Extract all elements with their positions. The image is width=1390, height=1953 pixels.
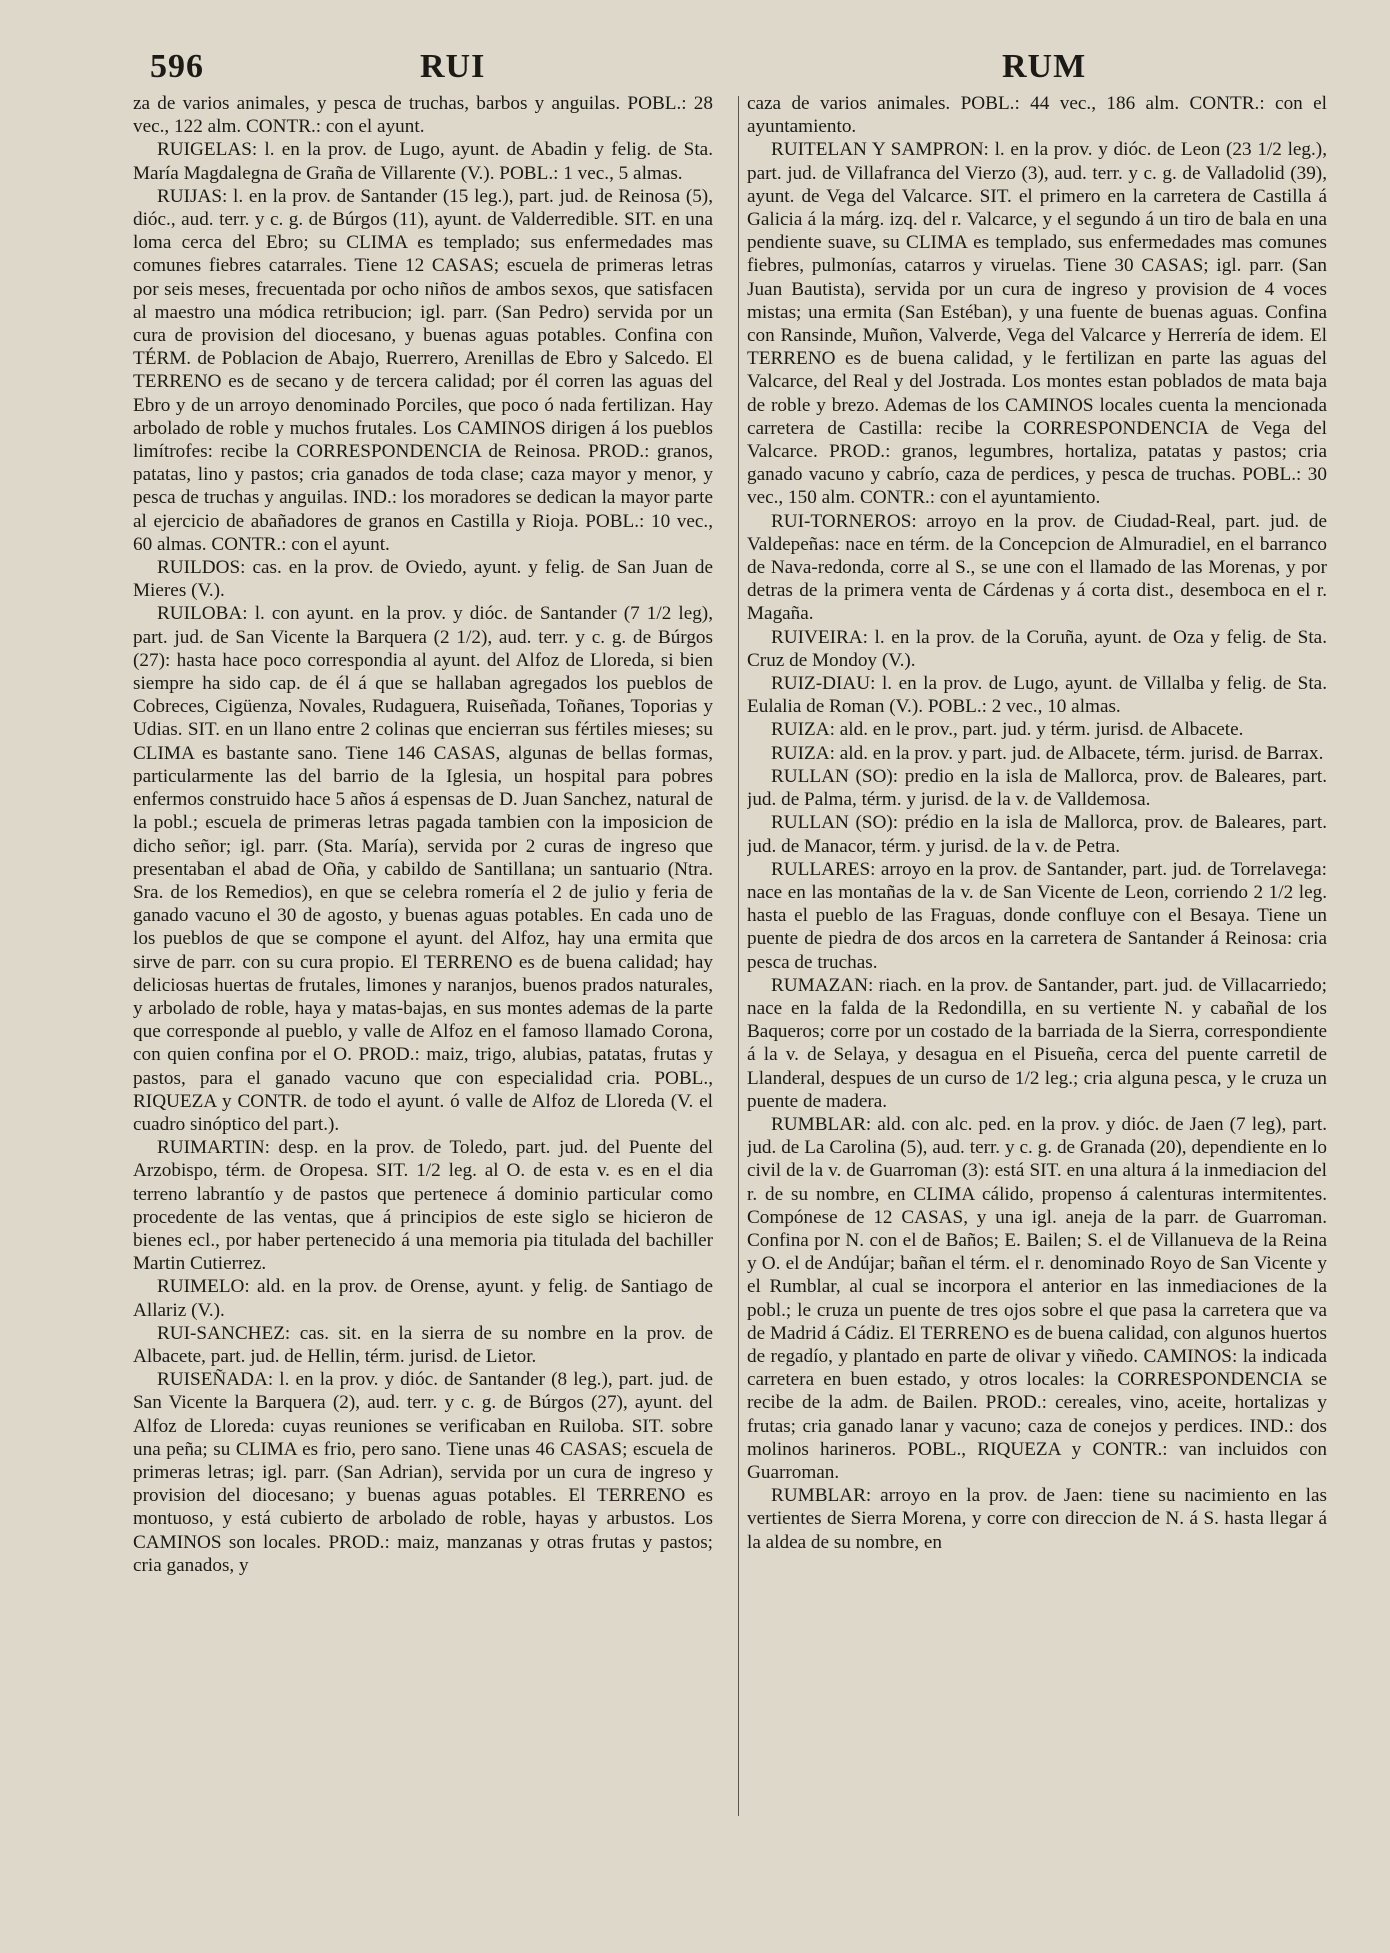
entry-ruimelo: RUIMELO: ald. en la prov. de Orense, ayunt. y felig. de Santiago de Allariz (V.). — [133, 1276, 713, 1321]
entry-rullares: RULLARES: arroyo en la prov. de Santander, part. jud. de Torrelavega: nace en las montañas de la v. de San Vicente de Leon, corriendo 2 1/2 leg. hasta el pueblo de las Fraguas, donde confluye con el Besaya. Tiene un puente de piedra de dos arcos en la carretera de Santander á Reinosa: cria pesca de truchas. — [747, 858, 1327, 973]
entry-ruiza-2: RUIZA: ald. en la prov. y part. jud. de Albacete, térm. jurisd. de Barrax. — [771, 742, 1324, 764]
entry-ruitelan-y-sampron: RUITELAN Y SAMPRON: l. en la prov. y dióc. de Leon (23 1/2 leg.), part. jud. de Villafranca del Vierzo (3), aud. terr. y c. g. de Valladolid (39), ayunt. de Vega del Valcarce. SIT. el primero en la carretera de Castilla á Galicia á la márg. izq. del r. Valcarce, y el segundo á un tiro de bala en una pendiente suave, su CLIMA es templado, sus enfermedades mas comunes fiebres, pulmonías, catarros y viruelas. Tiene 30 CASAS; igl. parr. (San Juan Bautista), servida por un cura de ingreso y provision de 4 voces mistas; una ermita (San Estéban), y una fuente de buenas aguas. Confina con Ransinde, Muñon, Valverde, Vega del Valcarce y Herrería de idem. El TERRENO es de buena calidad, y le fertilizan en parte las aguas del Valcarce, del Real y del Jostrada. Los montes estan poblados de mata baja de roble y brezo. Ademas de los CAMINOS locales cuenta la mencionada carretera de Castilla: recibe la CORRESPONDENCIA de Vega del Valcarce. PROD.: granos, legumbres, hortaliza, patatas y pastos; cria ganado vacuno y cabrío, caza de perdices, y pesca de truchas. POBL.: 30 vec., 150 alm. CONTR.: con el ayuntamiento. — [747, 139, 1327, 509]
entry-rui-sanchez: RUI-SANCHEZ: cas. sit. en la sierra de su nombre en la prov. de Albacete, part. jud. de Hellin, térm. jurisd. de Lietor. — [133, 1322, 713, 1367]
entry-continuation: caza de varios animales. POBL.: 44 vec., 186 alm. CONTR.: con el ayuntamiento. — [747, 93, 1327, 138]
entry-rui-torneros: RUI-TORNEROS: arroyo en la prov. de Ciudad-Real, part. jud. de Valdepeñas: nace en térm. de la Concepcion de Almuradiel, en el barranco de Nava-redonda, corre al S., se une con el llamado de las Morenas, y por detras de la primera venta de Cárdenas y á corta dist., desemboca en el r. Magaña. — [747, 510, 1327, 625]
entry-continuation: za de varios animales, y pesca de truchas, barbos y anguilas. POBL.: 28 vec., 122 alm. CONTR.: con el ayunt. — [133, 93, 713, 138]
entry-rumblar-arroyo: RUMBLAR: arroyo en la prov. de Jaen: tiene su nacimiento en las vertientes de Sierra Morena, y corre con direccion de N. á S. hasta llegar á la aldea de su nombre, en — [747, 1485, 1327, 1553]
entry-rumblar-ald: RUMBLAR: ald. con alc. ped. en la prov. y dióc. de Jaen (7 leg), part. jud. de La Carolina (5), aud. terr. y c. g. de Granada (20), dependiente en lo civil de la v. de Guarroman (3): está SIT. en una altura á la inmediacion del r. de su nombre, en CLIMA cálido, propenso á calenturas intermitentes. Compónese de 12 CASAS, y una igl. aneja de la parr. de Guarroman. Confina por N. con el de Baños; E. Bailen; S. el de Villanueva de la Reina y O. el de Andújar; bañan el térm. el r. denominado Royo de San Vicente y el Rumblar, al cual se incorpora el anterior en las inmediaciones de la pobl.; le cruza un puente de tres ojos sobre el que pasa la carretera que va de Madrid á Cádiz. El TERRENO es de buena calidad, con algunos huertos de regadío, y plantado en parte de olivar y viñedo. CAMINOS: la indicada carretera en buen estado, y otros locales: la CORRESPONDENCIA se recibe de la adm. de Bailen. PROD.: cereales, vino, aceite, hortalizas y frutas; cria ganado lanar y vacuno; caza de conejos y perdices. IND.: dos molinos harineros. POBL., RIQUEZA y CONTR.: van incluidos con Guarroman. — [747, 1113, 1327, 1483]
entry-rullan-2: RULLAN (SO): prédio en la isla de Mallorca, prov. de Baleares, part. jud. de Manacor, térm. y jurisd. de la v. de Petra. — [747, 812, 1327, 857]
left-guide-word: RUI — [420, 48, 486, 85]
entry-ruiz-diau: RUIZ-DIAU: l. en la prov. de Lugo, ayunt. de Villalba y felig. de Sta. Eulalia de Roman (V.). POBL.: 2 vec., 10 almas. — [747, 673, 1327, 718]
entry-ruisenada: RUISEÑADA: l. en la prov. y dióc. de Santander (8 leg.), part. jud. de San Vicente la Barquera (2), aud. terr. y c. g. de Búrgos (27), ayunt. del Alfoz de Lloreda: cuyas reuniones se verificaban en Ruiloba. SIT. sobre una peña; su CLIMA es frio, pero sano. Tiene unas 46 CASAS; escuela de primeras letras; igl. parr. (San Adrian), servida por un cura de ingreso y provision del diocesano; y buenas aguas potables. El TERRENO es montuoso, y está cubierto de arbolado de roble, hayas y arbustos. Los CAMINOS son locales. PROD.: maiz, manzanas y otras frutas y pastos; cria ganados, y — [133, 1369, 713, 1576]
left-column — [133, 92, 713, 1928]
page-number: 596 — [150, 48, 204, 85]
entry-rullan-1: RULLAN (SO): predio en la isla de Mallorca, prov. de Baleares, part. jud. de Palma, térm. y jurisd. de la v. de Valldemosa. — [747, 765, 1327, 811]
entry-ruigelas: RUIGELAS: l. en la prov. de Lugo, ayunt. de Abadin y felig. de Sta. María Magdalegna de Graña de Villarente (V.). POBL.: 1 vec., 5 almas. — [133, 139, 713, 184]
entry-ruiloba: RUILOBA: l. con ayunt. en la prov. y dióc. de Santander (7 1/2 leg), part. jud. de San Vicente la Barquera (2 1/2), aud. terr. y c. g. de Búrgos (27): hasta hace poco correspondia al ayunt. del Alfoz de Lloreda, si bien siempre ha sido cap. de él á que se hallaban agregados los pueblos de Cobreces, Cigüenza, Novales, Rudaguera, Ruiseñada, Toñanes, Toporias y Udias. SIT. en un llano entre 2 colinas que encierran sus fértiles mieses; su CLIMA es bastante sano. Tiene 146 CASAS, algunas de bellas formas, particularmente las del barrio de la Iglesia, un hospital para pobres enfermos construido hace 5 años á espensas de D. Juan Sanchez, natural de la pobl.; escuela de primeras letras pagada tambien con la imposicion de dicho señor; igl. parr. (Sta. María), servida por 2 curas de ingreso que presentaban el abad de Oña, y cabildo de Santillana; un santuario (Ntra. Sra. de los Remedios), en que se celebra romería el 2 de julio y feria de ganado vacuno el 30 de agosto, y buenas aguas potables. En cada uno de los pueblos de que se compone el ayunt. del Alfoz, hay una ermita que sirve de parr. con su cura propio. El TERRENO es de buena calidad; hay deliciosas huertas de frutales, limones y naranjos, buenos prados naturales, y arbolado de roble, haya y matas-bajas, en sus montes ademas de la parte que corresponde al pueblo, y valle de Alfoz en el famoso llamado Corona, con quien confina por el O. PROD.: maiz, trigo, alubias, patatas, frutas y pastos, para el ganado vacuno que con especialidad cria. POBL., RIQUEZA y CONTR. de todo el ayunt. ó valle de Alfoz de Lloreda (V. el cuadro sinóptico del part.). — [133, 603, 713, 1135]
entry-ruijas: RUIJAS: l. en la prov. de Santander (15 leg.), part. jud. de Reinosa (5), dióc., aud. terr. y c. g. de Búrgos (11), ayunt. de Valderredible. SIT. en una loma cerca del Ebro; su CLIMA es templado; sus enfermedades mas comunes fiebres catarrales. Tiene 12 CASAS; escuela de primeras letras por seis meses, frecuentada por ocho niños de ambos sexos, que satisfacen al maestro una módica retribucion; igl. parr. (San Pedro) servida por un cura de provision del diocesano, y buenas aguas potables. Confina con TÉRM. de Poblacion de Abajo, Ruerrero, Arenillas de Ebro y Salcedo. El TERRENO es de secano y de tercera calidad; por él corren las aguas del Ebro y de un arroyo denominado Porciles, que poco ó nada fertilizan. Hay arbolado de roble y muchos frutales. Los CAMINOS dirigen á los pueblos limítrofes: recibe la CORRESPONDENCIA de Reinosa. PROD.: granos, patatas, lino y pastos; cria ganados de toda clase; caza mayor y menor, y pesca de truchas y anguilas. IND.: los moradores se dedican la mayor parte al ejercicio de abañadores de granos en Castilla y Rioja. POBL.: 10 vec., 60 almas. CONTR.: con el ayunt. — [133, 185, 713, 555]
column-divider — [738, 96, 739, 1816]
entry-ruimartin: RUIMARTIN: desp. en la prov. de Toledo, part. jud. del Puente del Arzobispo, térm. de Oropesa. SIT. 1/2 leg. al O. de esta v. es en el dia terreno labrantío y de pastos que pertenece á dominio particular como procedente de las ventas, que á principios de este siglo se hicieron de bienes ecl., por haber pertenecido á una memoria pia titulada del bachiller Martin Cutierrez. — [133, 1137, 713, 1275]
right-guide-word: RUM — [1002, 48, 1087, 85]
entry-ruiza-1: RUIZA: ald. en le prov., part. jud. y térm. jurisd. de Albacete. — [771, 719, 1244, 741]
entry-ruildos: RUILDOS: cas. en la prov. de Oviedo, ayunt. y felig. de San Juan de Mieres (V.). — [133, 557, 713, 602]
right-column — [747, 92, 1327, 1928]
entry-ruiveira: RUIVEIRA: l. en la prov. de la Coruña, ayunt. de Oza y felig. de Sta. Cruz de Mondoy (V.). — [747, 626, 1327, 671]
entry-rumazan: RUMAZAN: riach. en la prov. de Santander, part. jud. de Villacarriedo; nace en la falda de la Redondilla, en su vertiente N. y cabañal de los Baqueros; corre por un costado de la barriada de la Sierra, correspondiente á la v. de Selaya, y desagua en el Pisueña, cerca del puente carretil de Llanderal, despues de un curso de 1/2 leg.; cria alguna pesca, y le cruza un puente de madera. — [747, 974, 1327, 1112]
